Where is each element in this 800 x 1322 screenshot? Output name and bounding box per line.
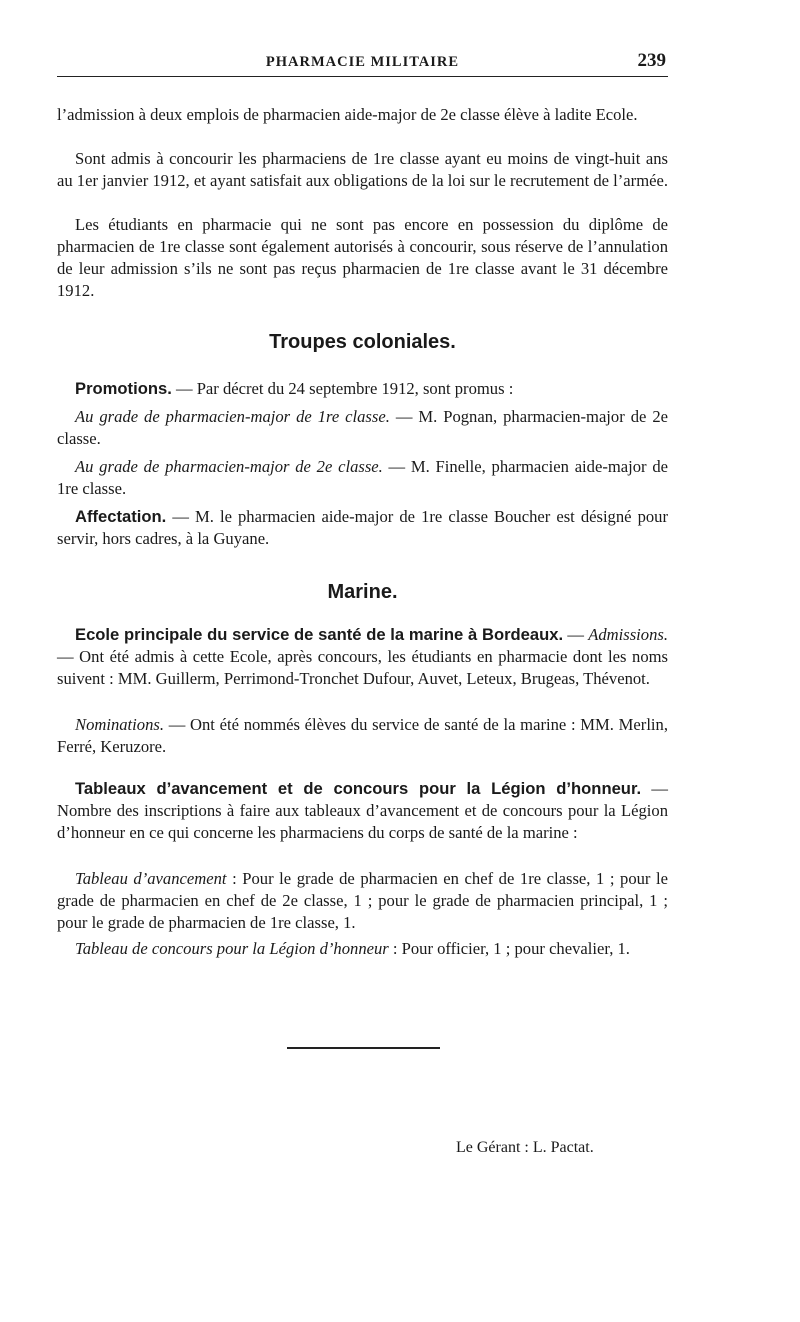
- grade-1-text: — M. Pognan, pharmacien-major de 2e classe.: [57, 407, 668, 448]
- affectation-paragraph: [57, 506, 668, 550]
- closing-rule: [287, 1047, 440, 1049]
- page-header: [57, 50, 668, 77]
- promotions-label: Promotions.: [75, 379, 172, 398]
- promotions-text: — Par décret du 24 septembre 1912, sont promus :: [171, 379, 514, 398]
- section-heading-marine: Marine.: [327, 581, 398, 603]
- nominations-label: Nominations.: [75, 715, 164, 734]
- concours-paragraph: [57, 938, 668, 960]
- nominations-paragraph: [57, 714, 668, 758]
- ecole-paragraph: Ecole principale du service de santé de la marine à Bordeaux. — Admissions. — Ont été admis à cette Ecole, après concours, les étudiants en pharmacie dont les noms suivent : MM. Guillerm, Perrimond-Tronchet Dufour, Auvet, Leteux, Brugeas, Thévenot.: [57, 625, 668, 688]
- intro-paragraph-2: Sont admis à concourir les pharmaciens de 1re classe ayant eu moins de vingt-huit ans au 1er janvier 1912, et ayant satisfait aux obligations de la loi sur le recrutement de l’armée.: [57, 149, 668, 190]
- admissions-label: Admissions.: [588, 625, 668, 644]
- concours-text: : Pour officier, 1 ; pour chevalier, 1.: [388, 939, 630, 958]
- intro-paragraph-1: l’admission à deux emplois de pharmacien aide-major de 2e classe élève à ladite Ecole.: [57, 105, 638, 124]
- avancement-label: Tableau d’avancement: [75, 869, 227, 888]
- grade-1-paragraph: [57, 406, 668, 450]
- grade-2-label: Au grade de pharmacien-major de 2e classe.: [75, 457, 383, 476]
- grade-1-label: Au grade de pharmacien-major de 1re classe.: [75, 407, 390, 426]
- nominations-text: — Ont été nommés élèves du service de santé de la marine : MM. Merlin, Ferré, Keruzore.: [57, 715, 668, 756]
- grade-2-text: — M. Finelle, pharmacien aide-major de 1re classe.: [57, 457, 668, 498]
- avancement-paragraph: [57, 868, 668, 934]
- affectation-text: — M. le pharmacien aide-major de 1re classe Boucher est désigné pour servir, hors cadres, à la Guyane.: [57, 507, 668, 548]
- signature: Le Gérant : L. Pactat.: [456, 1139, 594, 1156]
- page-number: 239: [637, 50, 666, 71]
- concours-label: Tableau de concours pour la Légion d’honneur: [75, 939, 389, 958]
- tableaux-label: Tableaux d’avancement et de concours pour la Légion d’honneur.: [75, 779, 642, 798]
- ecole-label: Ecole principale du service de santé de la marine à Bordeaux.: [75, 625, 564, 644]
- avancement-text: : Pour le grade de pharmacien en chef de 1re classe, 1 ; pour le grade de pharmacien en chef de 2e classe, 1 ; pour le grade de pharmacien principal, 1 ; pour le grade de pharmacien de 1re classe, 1.: [57, 869, 668, 932]
- tableaux-text: — Nombre des inscriptions à faire aux tableaux d’avancement et de concours pour la Légion d’honneur en ce qui concerne les pharmaciens du corps de santé de la marine :: [57, 779, 668, 842]
- promotions-paragraph: [57, 378, 668, 400]
- tableaux-paragraph: [57, 778, 668, 844]
- grade-2-paragraph: [57, 456, 668, 500]
- running-title: PHARMACIE MILITAIRE: [265, 54, 460, 70]
- affectation-label: Affectation.: [75, 507, 167, 526]
- intro-paragraph-3: Les étudiants en pharmacie qui ne sont pas encore en possession du diplôme de pharmacien de 1re classe sont également autorisés à concourir, sous réserve de l’annulation de leur admission s’ils ne sont pas reçus pharmacien de 1re classe avant le 31 décembre 1912.: [57, 215, 668, 300]
- section-heading-troupes-coloniales: Troupes coloniales.: [269, 331, 456, 353]
- admissions-text: — Ont été admis à cette Ecole, après concours, les étudiants en pharmacie dont les noms suivent : MM. Guillerm, Perrimond-Tronchet Dufour, Auvet, Leteux, Brugeas, Thévenot.: [57, 647, 668, 688]
